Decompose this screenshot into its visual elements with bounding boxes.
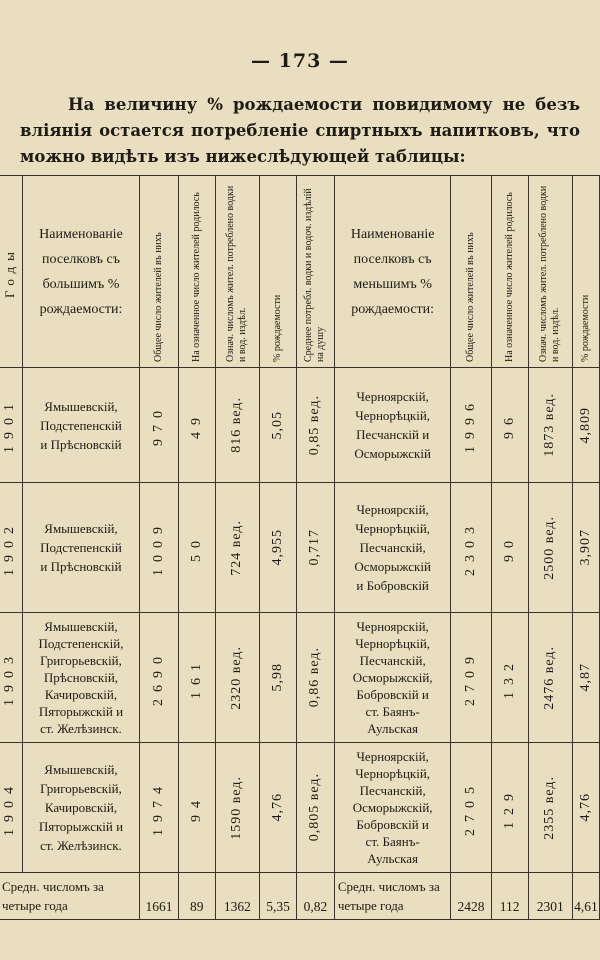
right-villages-cell (334, 613, 451, 743)
left-pop-value: 1974 (151, 779, 167, 836)
right-rate-value: 4,76 (577, 793, 593, 822)
left-footer-pop: 1661 (140, 873, 178, 920)
left-rate-value: 5,98 (270, 663, 286, 692)
village-name: Григорьевскій, (40, 781, 122, 796)
right-vodka-value: 2500 вед. (542, 515, 558, 580)
village-name: Осморыжскій, (352, 670, 433, 685)
table-footer-row (0, 873, 600, 920)
left-avg-value: 0,85 вед. (307, 394, 323, 456)
right-footer-pop: 2428 (451, 873, 491, 920)
left-footer-rate: 5,35 (260, 873, 297, 920)
right-villages-cell (334, 368, 451, 483)
right-footer-born: 112 (491, 873, 528, 920)
right-villages-cell (334, 483, 451, 613)
village-name: Ямышевскій, (44, 619, 118, 634)
village-name: Осморыжскій (354, 446, 431, 461)
left-villages-cell (22, 613, 140, 743)
table-row (0, 613, 600, 743)
right-born-header: На означенное число жителей родилось (503, 191, 515, 362)
left-vodka-value: 2320 вед. (229, 645, 245, 710)
right-rate-value: 4,87 (577, 663, 593, 692)
left-rate-header: % рождаемости (272, 294, 284, 362)
left-rate-value: 4,76 (270, 793, 286, 822)
village-name: Осморыжскій (354, 559, 431, 574)
year-header-cell (0, 176, 22, 368)
village-name: Подстепенскій (40, 540, 122, 555)
village-name: Пятоpыжскій и (38, 819, 124, 834)
left-vodka-value: 816 вед. (229, 397, 245, 453)
village-name: и Бобровскій (356, 578, 429, 593)
year-cell: 1903 (2, 649, 18, 706)
left-avg-value: 0,805 вед. (307, 773, 323, 842)
left-avg-header: Среднее потребл. водки и водоч. издѣлій на душу (303, 187, 327, 362)
village-name: Песчанскій, (359, 540, 426, 555)
right-born-value: 96 (501, 411, 517, 439)
table-header-row (0, 176, 600, 368)
village-name: Осморыжскій, (352, 800, 433, 815)
left-footer-label: Средн. числомъ за четыре года (0, 873, 140, 920)
left-vodka-value: 724 вед. (229, 519, 245, 576)
right-villages-cell (334, 743, 451, 873)
right-pop-value: 2705 (463, 779, 479, 836)
village-name: Григорьевскій, (40, 653, 122, 668)
village-name: Ямышевскій, (44, 398, 118, 414)
village-name: Качировскій, (44, 687, 118, 702)
left-born-value: 50 (188, 533, 204, 562)
right-vodka-value: 2355 вед. (542, 775, 558, 840)
table-row (0, 743, 600, 873)
page-number: — 173 — (251, 50, 349, 72)
village-name: Пятоpыжскій и (38, 704, 124, 719)
table-row (0, 368, 600, 483)
village-name: Песчанскій и (356, 427, 430, 442)
year-cell: 1902 (2, 519, 18, 576)
village-name: Песчанскій, (359, 783, 426, 798)
village-name: Качировскій, (44, 800, 118, 815)
left-rate-value: 4,955 (270, 529, 286, 566)
left-footer-avg: 0,82 (297, 873, 335, 920)
right-vodka-header: Означ. числомъ жител. потреблено водки и вод. издѣл. (538, 185, 562, 362)
left-rate-value: 5,05 (270, 410, 286, 440)
village-name: Аульская (367, 851, 419, 866)
village-name: Чернорѣцкій, (355, 408, 431, 423)
village-name: ст. Баянъ- (365, 704, 420, 719)
left-pop-value: 1009 (151, 519, 167, 576)
left-avg-value: 0,86 вед. (307, 647, 323, 708)
village-name: Ямышевскій, (44, 521, 118, 536)
left-vodka-header: Означ. числомъ жител. потреблено водки и вод. издѣл. (225, 185, 249, 362)
right-born-value: 132 (501, 656, 517, 699)
village-name: Подстепенскій (40, 417, 122, 433)
village-name: и Прѣсновскій (40, 559, 122, 574)
left-villages-cell (22, 743, 140, 873)
left-born-header: На означенное число жителей родилось (190, 191, 202, 362)
right-pop-value: 2303 (463, 519, 479, 576)
left-born-value: 49 (188, 411, 204, 439)
right-vodka-value: 1873 вед. (542, 393, 558, 457)
intro-paragraph: На величину % рождаемости повидимому не безъ вліянія остается потребленіе спиртныхъ напитковъ, что можно видѣть изъ нижеслѣдующей таблицы: (20, 95, 580, 166)
village-name: Бобровскій и (356, 687, 429, 702)
table-row (0, 483, 600, 613)
right-footer-vodka: 2301 (528, 873, 572, 920)
left-footer-vodka: 1362 (215, 873, 259, 920)
year-cell: 1901 (2, 397, 18, 453)
right-rate-value: 4,809 (577, 406, 593, 444)
right-pop-header: Общее число жителей въ нихъ (465, 231, 477, 362)
village-name: Чернорѣцкій, (355, 636, 431, 651)
village-name: ст. Баянъ- (365, 834, 420, 849)
village-name: Черноярскій, (356, 502, 429, 517)
village-name: Чернорѣцкій, (355, 521, 431, 536)
year-cell: 1904 (2, 779, 18, 836)
village-name: Ямышевскій, (44, 762, 118, 777)
village-name: Песчанскій, (359, 653, 426, 668)
left-pop-value: 970 (151, 404, 167, 446)
village-name: Черноярскій, (356, 749, 429, 764)
left-footer-born: 89 (178, 873, 215, 920)
right-pop-value: 2709 (463, 649, 479, 706)
village-name: Черноярскій, (356, 619, 429, 634)
right-footer-rate: 4,61 (572, 873, 599, 920)
right-footer-label: Средн. числомъ за четыре года (334, 873, 451, 920)
left-vodka-value: 1590 вед. (229, 775, 245, 840)
right-rate-value: 3,907 (577, 529, 593, 566)
right-name-header: Наименованіе поселковъ съ меньшимъ % рождаемости: (334, 176, 451, 368)
left-born-value: 161 (188, 656, 204, 699)
left-pop-header: Общее число жителей въ нихъ (153, 231, 165, 362)
village-name: Аульская (367, 721, 419, 736)
right-vodka-value: 2476 вед. (542, 645, 558, 710)
left-born-value: 94 (188, 793, 204, 822)
left-villages-cell (22, 483, 140, 613)
village-name: Чернорѣцкій, (355, 766, 431, 781)
right-born-value: 90 (501, 533, 517, 562)
right-born-value: 129 (501, 786, 517, 829)
village-name: Подстепенскій, (38, 636, 124, 651)
village-name: ст. Желѣзинск. (40, 838, 122, 853)
village-name: Черноярскій, (356, 389, 429, 404)
year-header: Годы (2, 245, 18, 298)
right-rate-header: % рождаемости (579, 294, 591, 362)
village-name: Бобровскій и (356, 817, 429, 832)
village-name: ст. Желѣзинск. (40, 721, 122, 736)
village-name: Прѣсновскій, (43, 670, 119, 685)
left-name-header: Наименованіе поселковъ съ большимъ % рождаемости: (22, 176, 140, 368)
left-avg-value: 0,717 (307, 529, 323, 566)
left-pop-value: 2690 (151, 649, 167, 706)
statistics-table (0, 175, 600, 920)
left-villages-cell (22, 368, 140, 483)
village-name: и Прѣсновскій (40, 436, 122, 452)
right-pop-value: 1996 (463, 397, 479, 453)
